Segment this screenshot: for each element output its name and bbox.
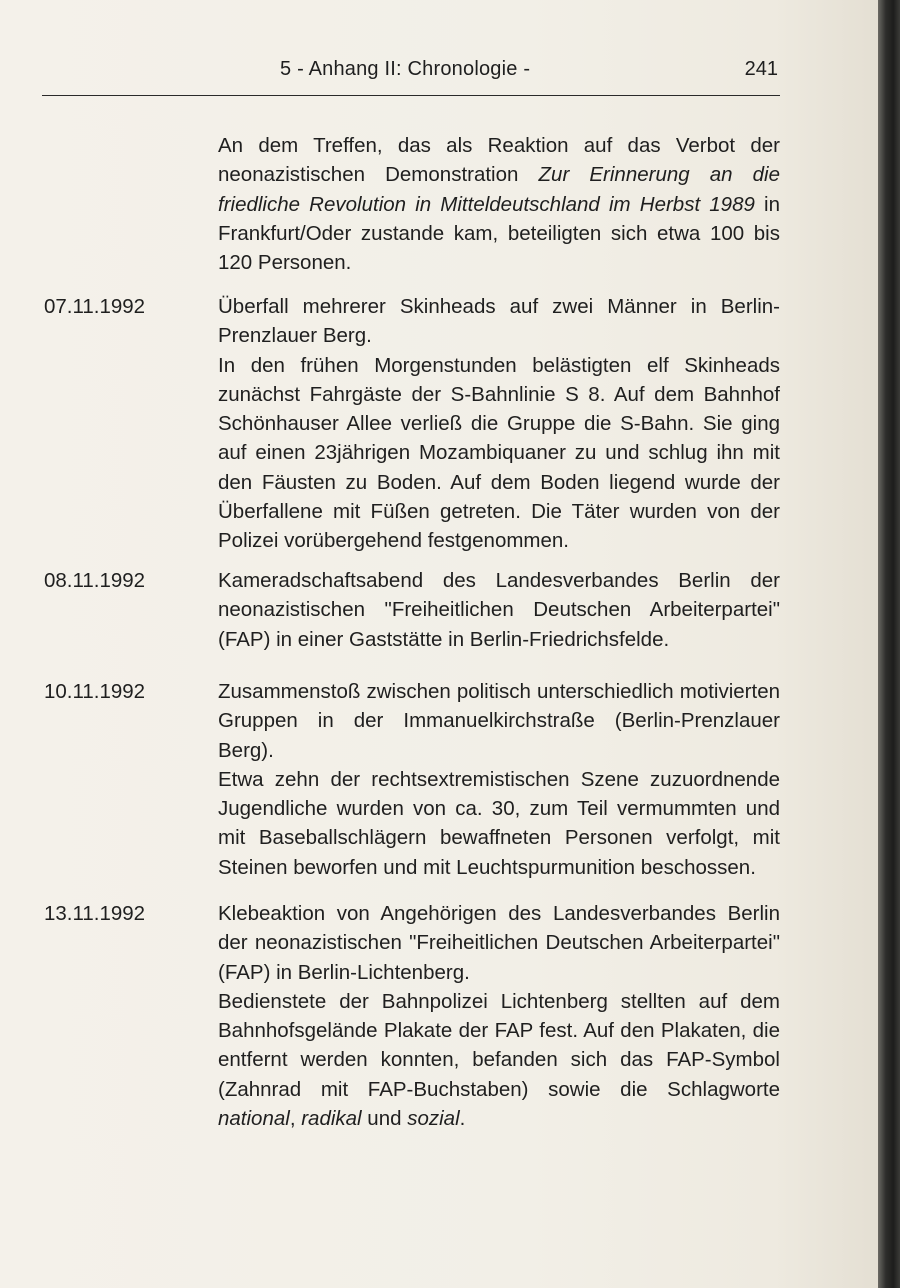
entry-date: 13.11.1992	[44, 902, 146, 925]
entry-text	[218, 677, 780, 882]
running-header	[42, 58, 778, 88]
entry-date: 07.11.1992	[44, 295, 146, 318]
demonstration-title: Zur Erinnerung an die friedliche Revolution in Mitteldeutschland im Herbst 1989	[218, 163, 780, 216]
book-spine	[878, 0, 900, 1288]
header-title: 5 - Anhang II: Chronologie -	[280, 58, 531, 80]
intro-text-2: in Frankfurt/Oder zustande kam, beteiligten sich etwa 100 bis 120 Personen.	[218, 192, 780, 275]
entry-details	[218, 987, 780, 1133]
entry-details: Etwa zehn der rechtsextremistischen Szene zuzuordnende Jugendliche wurden von ca. 30, zum Teil vermummten und mit Baseballschlägern bewaffneten Personen verfolgt, mit Steinen beworfen und mit Leuchtspurmunition beschossen.	[218, 767, 780, 879]
separator: ,	[289, 1107, 302, 1131]
entry-summary: Kameradschaftsabend des Landesverbandes Berlin der neonazistischen "Freiheitlichen Deutschen Arbeiterpartei" (FAP) in einer Gaststätte in Berlin-Friedrichsfelde.	[218, 569, 780, 651]
slogan-sozial: sozial	[407, 1107, 460, 1131]
entry-details-text: Bedienstete der Bahnpolizei Lichtenberg stellten auf dem Bahnhofsgelände Plakate der FAP fest. Auf den Plakaten, die entfernt werden konnten, befanden sich das FAP-Symbol (Zahnrad mit FAP-Buchstaben) sowie die Schlagworte	[218, 989, 780, 1101]
entry-text	[218, 899, 780, 1133]
entry-summary: Überfall mehrerer Skinheads auf zwei Männer in Berlin-Prenzlauer Berg.	[218, 295, 780, 348]
slogan-national: national	[218, 1107, 290, 1131]
entry-summary: Klebeaktion von Angehörigen des Landesverbandes Berlin der neonazistischen "Freiheitlichen Deutschen Arbeiterpartei" (FAP) in Berlin-Lichtenberg.	[218, 902, 780, 984]
entry-date: 10.11.1992	[44, 680, 146, 703]
entry-text	[218, 292, 780, 556]
intro-text-1: An dem Treffen, das als Reaktion auf das Verbot der neonazistischen Demonstration	[218, 134, 780, 187]
entry-text	[218, 566, 780, 654]
intro-paragraph	[218, 131, 780, 277]
page-number: 241	[744, 58, 778, 80]
conjunction: und	[361, 1107, 408, 1131]
slogan-radikal: radikal	[301, 1107, 362, 1131]
period: .	[459, 1107, 466, 1131]
entry-summary: Zusammenstoß zwischen politisch unterschiedlich motivierten Gruppen in der Immanuelkirchstraße (Berlin-Prenzlauer Berg).	[218, 680, 780, 762]
entry-date: 08.11.1992	[44, 569, 146, 592]
entry-details: In den frühen Morgenstunden belästigten elf Skinheads zunächst Fahrgäste der S-Bahnlinie S 8. Auf dem Bahnhof Schönhauser Allee verließ die Gruppe die S-Bahn. Sie ging auf einen 23jährigen Mozambiquaner zu und schlug ihn mit den Fäusten zu Boden. Auf dem Boden liegend wurde der Überfallene mit Füßen getreten. Die Täter wurden von der Polizei vorübergehend festgenommen.	[218, 353, 780, 553]
header-rule	[42, 95, 780, 96]
